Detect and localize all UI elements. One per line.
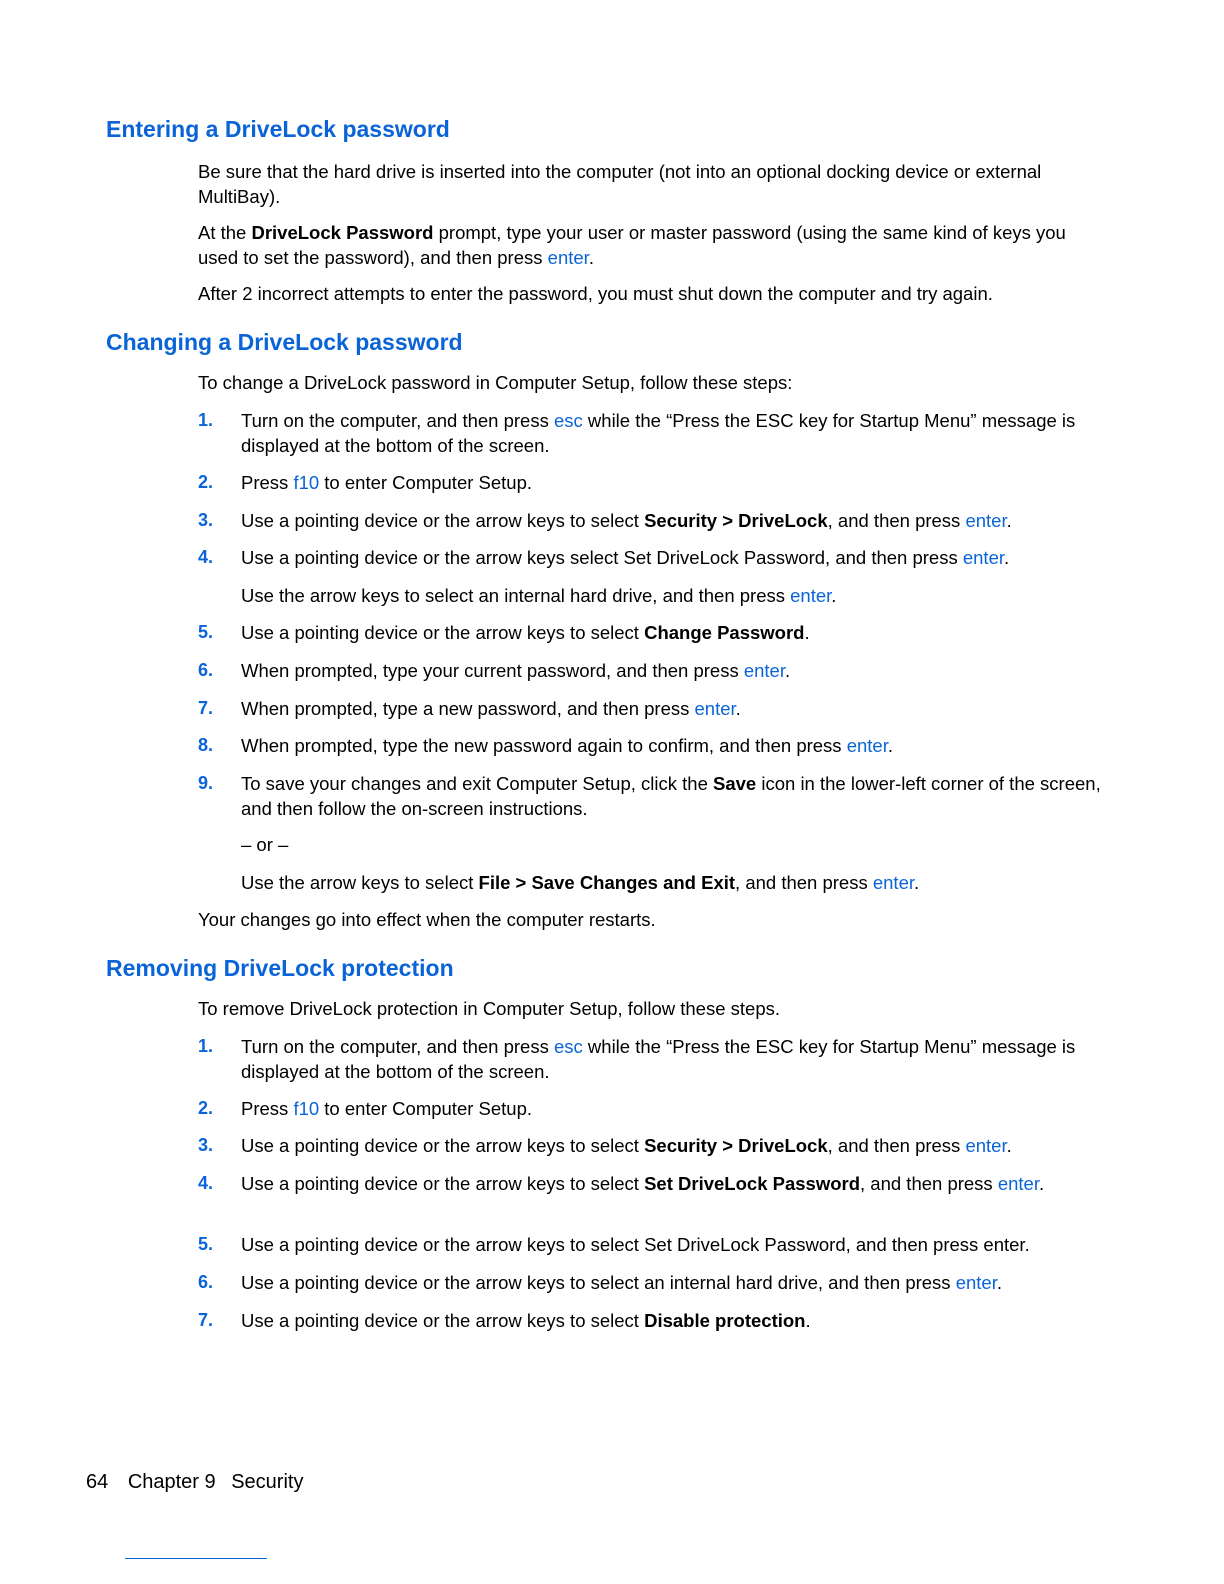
key-enter: enter <box>962 547 1005 568</box>
changing-step-9-or: – or – <box>241 834 289 855</box>
footer-rule <box>125 1558 267 1559</box>
changing-step-9-alternative: Use the arrow keys to select File > Save Changes and Exit, and then press enter. <box>241 872 920 893</box>
key-enter: enter <box>743 660 785 681</box>
key-esc: esc <box>553 410 583 431</box>
key-f10: f10 <box>293 1098 320 1119</box>
chapter-title: Security <box>231 1471 304 1493</box>
heading-removing-drivelock-protection: Removing DriveLock protection <box>106 955 454 981</box>
key-esc: esc <box>553 1036 583 1057</box>
key-enter: enter <box>965 510 1007 531</box>
key-enter: enter <box>790 585 832 606</box>
document-page: Entering a DriveLock password Be sure that the hard drive is inserted into the computer (not into an optional docking device or external MultiBay). At the DriveLock Password prompt, type your user or master password (using the same kind of keys you used to set the password), and then press enter. After 2 incorrect attempts to enter the password, you must shut down the computer and try again. Changing a DriveLock password To change a DriveLock password in Computer Setup, follow these steps: 1. Turn on the computer, and then press esc while the “Press the ESC key for Startup Menu” message is displayed at the bottom of the screen. 2. Press f10 to enter Computer Setup. 3. Use a pointing device or the arrow keys to select Security > DriveLock, and then press enter. 4. Use a pointing device or the arrow keys select Set DriveLock Password, and then press enter. Use the arrow keys to select an internal hard drive, and then press enter. 5. Use a pointing device or the arrow keys to select Change Password. 6. When prompted, type your current password, and then press enter. 7. When prompted, type a new password, and then press enter. 8. When prompted, type the new password again to confirm, and then press enter. 9. To save your changes and exit Computer Setup, click the Save icon in the lower-left corner of the screen, and then follow the on-screen instructions. – or – Use the arrow keys to select File > Save Changes and Exit, and then press enter. Your changes go into effect when the computer restarts. Removing DriveLock protection To remove DriveLock protection in Computer Setup, follow these steps. 1. Turn on the computer, and then press esc while the “Press the ESC key for Startup Menu” message is displayed at the bottom of the screen. 2. Press f10 to enter Computer Setup. 3. Use a pointing device or the arrow keys to select Security > DriveLock, and then press enter. 4. Use a pointing device or the arrow keys to select Set DriveLock Password, and then press enter. 5. Use a pointing device or the arrow keys to select Set DriveLock Password, and then press enter. 6. Use a pointing device or the arrow keys to select an internal hard drive, and then press enter. 7. Use a pointing device or the arrow keys to select Disable protection. 64 Chapter 9 Security <box>0 0 1224 1584</box>
removing-intro: To remove DriveLock protection in Computer Setup, follow these steps. <box>198 998 781 1019</box>
key-enter: enter <box>955 1272 997 1293</box>
key-enter: enter <box>997 1173 1039 1194</box>
key-enter: enter <box>965 1135 1007 1156</box>
key-enter: enter <box>846 735 888 756</box>
heading-entering-drivelock-password: Entering a DriveLock password <box>106 116 450 142</box>
changing-outro: Your changes go into effect when the computer restarts. <box>198 909 656 930</box>
entering-paragraph-1: Be sure that the hard drive is inserted into the computer (not into an optional docking device or external MultiBay). <box>198 161 1042 207</box>
page-footer <box>86 1471 317 1494</box>
entering-paragraph-3: After 2 incorrect attempts to enter the password, you must shut down the computer and try again. <box>198 283 993 304</box>
chapter-label: Chapter 9 <box>127 1471 216 1493</box>
heading-changing-drivelock-password: Changing a DriveLock password <box>106 329 463 355</box>
key-f10: f10 <box>293 472 320 493</box>
key-enter: enter <box>872 872 915 893</box>
key-enter: enter <box>694 698 736 719</box>
entering-paragraph-2: At the DriveLock Password prompt, type your user or master password (using the same kind of keys you used to set the password), and then press enter. <box>198 222 1066 268</box>
page-number: 64 <box>86 1471 109 1493</box>
changing-intro: To change a DriveLock password in Computer Setup, follow these steps: <box>198 372 793 393</box>
changing-step-4-substep: Use the arrow keys to select an internal hard drive, and then press enter. <box>241 585 837 606</box>
key-enter: enter <box>547 247 589 268</box>
